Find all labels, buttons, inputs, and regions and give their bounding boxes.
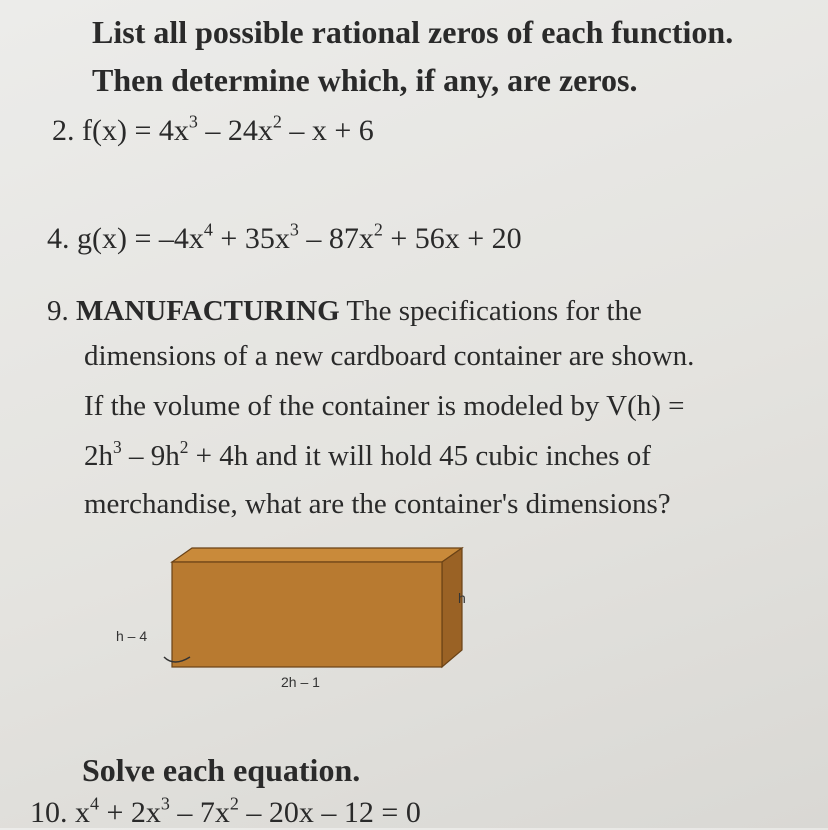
problem-4 xyxy=(47,219,522,256)
problem-9-line-4: $2h^3 - 9h^2 + 4h$ and it will hold 45 cubic inches of xyxy=(84,436,651,472)
equation: $f(x) = 4x^3 - 24x^2 - x + 6$ xyxy=(82,111,374,147)
problem-heading: MANUFACTURING xyxy=(76,295,340,327)
height-label: h xyxy=(458,590,466,606)
problem-10 xyxy=(30,793,421,830)
problem-number: 10. xyxy=(30,796,68,829)
length-label: 2h – 1 xyxy=(281,674,320,690)
container-figure xyxy=(116,545,490,695)
problem-9-line-5: merchandise, what are the container's dimensions? xyxy=(84,488,671,520)
problem-9-line-2: dimensions of a new cardboard container are shown. xyxy=(84,340,695,372)
instruction-line-1: List all possible rational zeros of each function. xyxy=(92,14,734,50)
solve-heading: Solve each equation. xyxy=(82,752,361,788)
box-side-face xyxy=(442,548,462,667)
equation: $x^4 + 2x^3 - 7x^2 - 20x - 12 = 0$ xyxy=(75,793,421,829)
box-top-face xyxy=(172,548,462,562)
problem-number: 4. xyxy=(47,222,70,255)
equation: $g(x) = -4x^4 + 35x^3 - 87x^2 + 56x + 20$ xyxy=(77,219,522,255)
depth-label: h – 4 xyxy=(116,628,148,644)
problem-number: 2. xyxy=(52,114,75,147)
problem-2 xyxy=(52,111,374,148)
problem-number: 9. xyxy=(47,295,69,327)
problem-9-line-3: If the volume of the container is modeled by V(h) = xyxy=(84,390,685,422)
box-front-face xyxy=(172,562,442,667)
problem-9-line-1: 9. MANUFACTURING The specifications for the xyxy=(47,295,642,327)
instruction-line-2: Then determine which, if any, are zeros. xyxy=(92,62,638,98)
